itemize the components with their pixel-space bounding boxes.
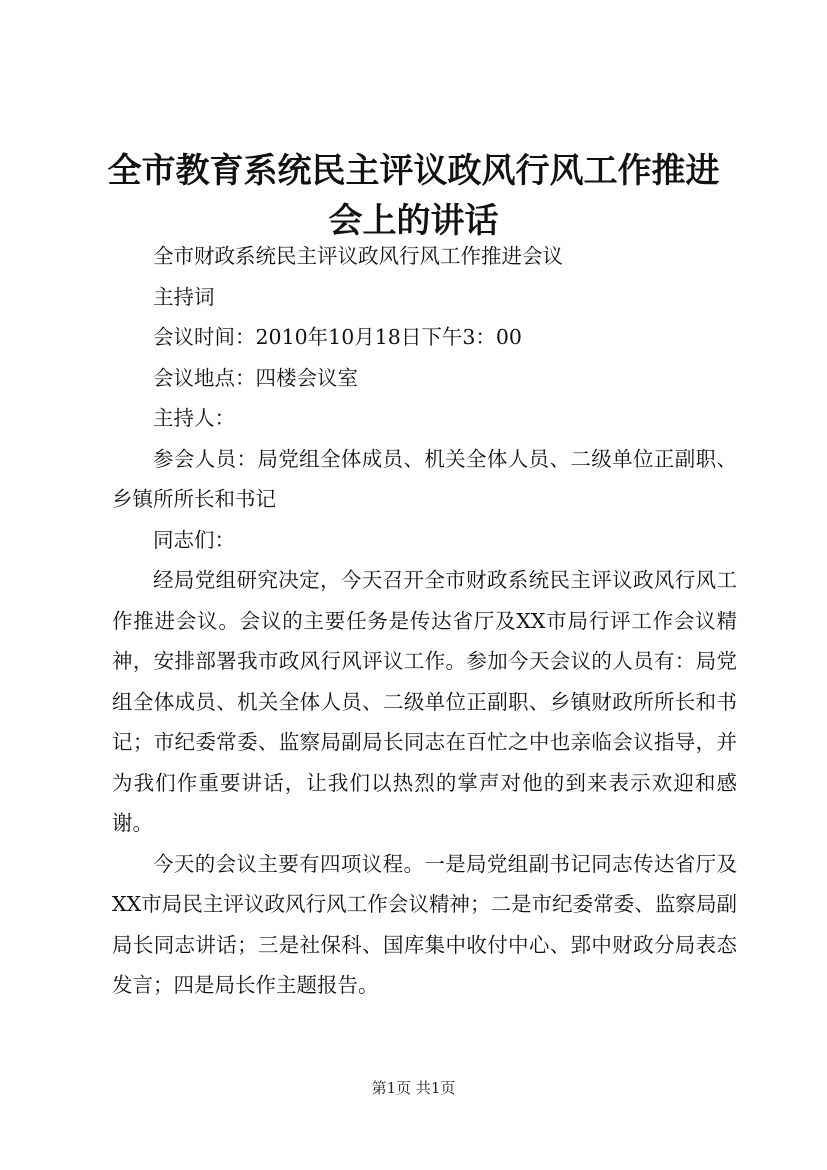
paragraph-greeting: 同志们： xyxy=(153,527,235,552)
page-footer: 第1页 共1页 xyxy=(371,1079,456,1097)
paragraph-agenda: 今天的会议主要有四项议程。一是局党组副书记同志传达省厅及XX市局民主评议政风行风工作会议精神；二是市纪委常委、监察局副局长同志讲话；三是社保科、国库集中收付中心、郢中财政分局表态发言；四是局长作主题报告。 xyxy=(112,851,737,997)
paragraph-meeting-name: 全市财政系统民主评议政风行风工作推进会议 xyxy=(153,244,563,268)
paragraph-host: 主持人： xyxy=(153,406,235,430)
document-body xyxy=(112,236,737,1006)
paragraph-meeting-time: 会议时间：2010年10月18日下午3：00 xyxy=(153,325,522,349)
paragraph-host-remarks: 主持词 xyxy=(153,284,215,309)
paragraph-meeting-location: 会议地点：四楼会议室 xyxy=(153,365,358,390)
paragraph-introduction: 经局党组研究决定，今天召开全市财政系统民主评议政风行风工作推进会议。会议的主要任务是传达省厅及XX市局行评工作会议精神，安排部署我市政风行风评议工作。参加今天会议的人员有：局党组全体成员、机关全体人员、二级单位正副职、乡镇财政所所长和书记；市纪委常委、监察局副局长同志在百忙之中也亲临会议指导，并为我们作重要讲话，让我们以热烈的掌声对他的到来表示欢迎和感谢。 xyxy=(112,568,737,835)
paragraph-attendees: 参会人员：局党组全体成员、机关全体人员、二级单位正副职、乡镇所所长和书记 xyxy=(112,446,737,511)
document-title: 全市教育系统民主评议政风行风工作推进会上的讲话 xyxy=(107,151,720,241)
